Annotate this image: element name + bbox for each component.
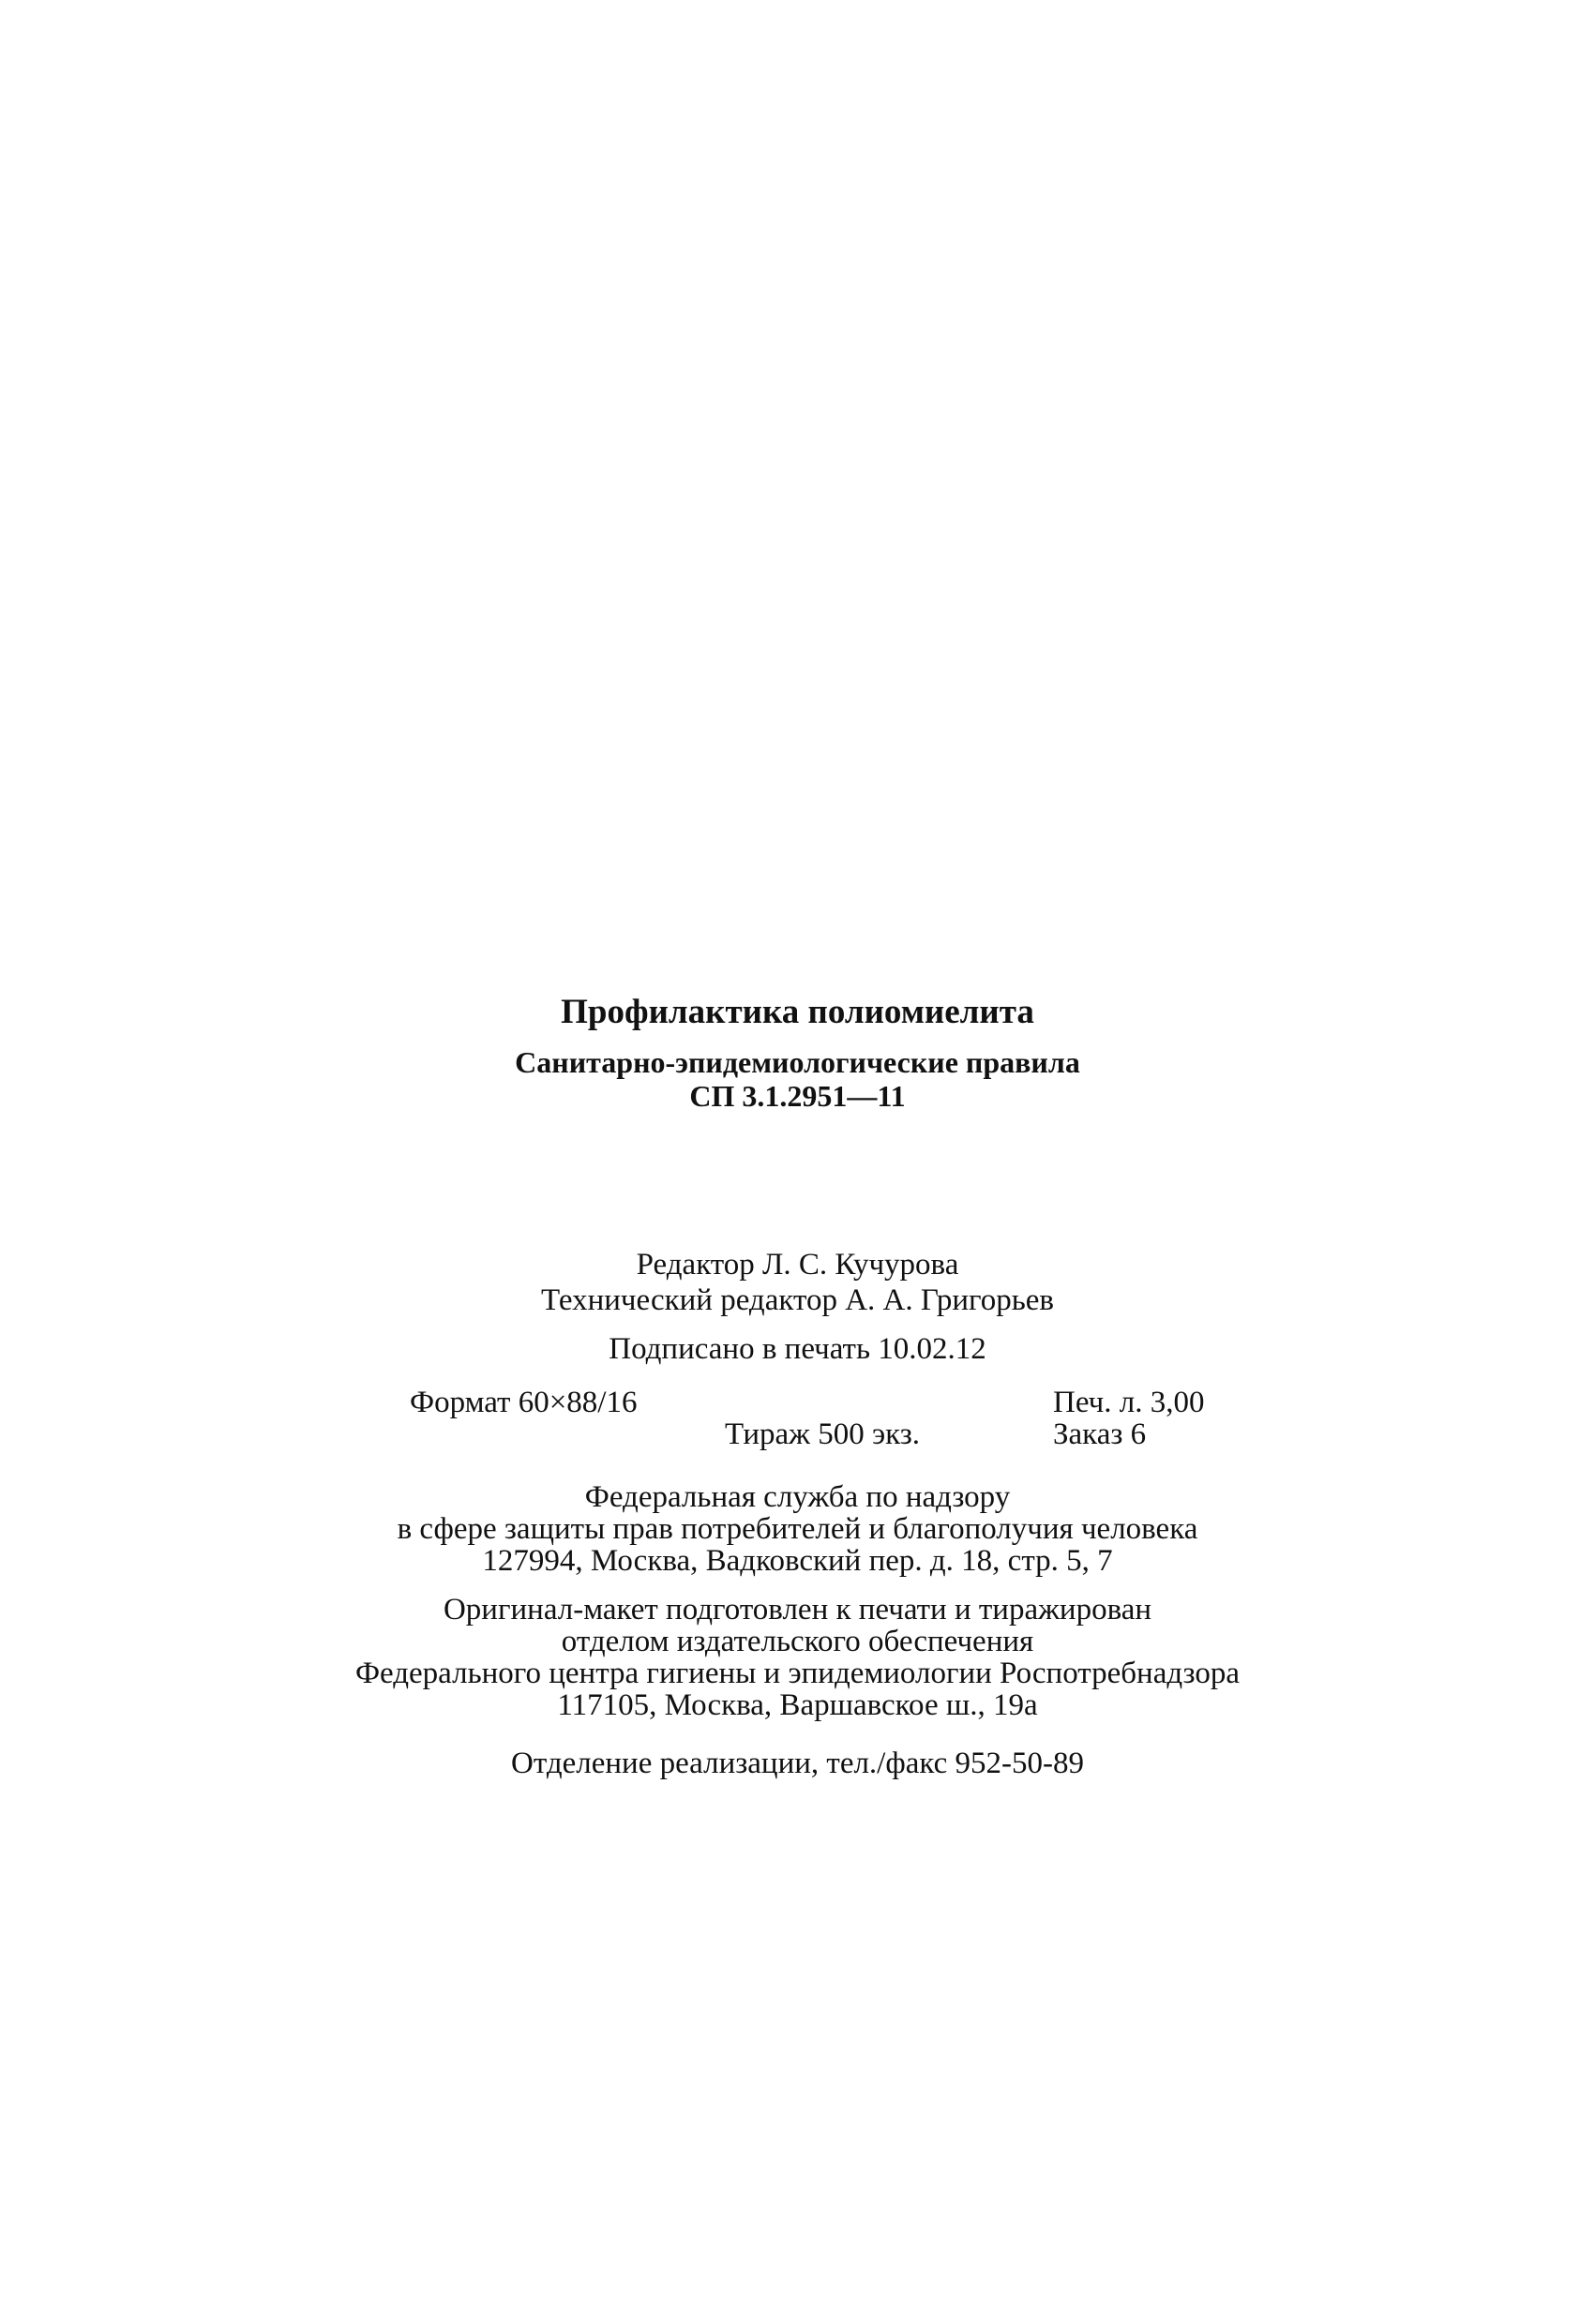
layout-prepared-block <box>0 1594 1595 1721</box>
service-scope-line: в сфере защиты прав потребителей и благополучия человека <box>397 1512 1198 1546</box>
maket-line-1: Оригинал-макет подготовлен к печати и тиражирован <box>443 1593 1152 1627</box>
sales-contact-line: Отделение реализации, тел./факс 952-50-89 <box>511 1747 1084 1780</box>
editors-block <box>0 1247 1595 1318</box>
print-run-info: Тираж 500 экз. <box>725 1417 920 1451</box>
editor-line: Редактор Л. С. Кучурова <box>636 1248 959 1282</box>
tech-editor-line: Технический редактор А. А. Григорьев <box>540 1283 1055 1317</box>
document-title-text: Профилактика полиомиелита <box>561 993 1034 1031</box>
format-info: Формат 60×88/16 <box>410 1386 638 1419</box>
publisher-service-block <box>0 1481 1595 1577</box>
service-address-line: 127994, Москва, Вадковский пер. д. 18, стр. 5, 7 <box>482 1544 1113 1578</box>
signed-to-print <box>0 1331 1595 1367</box>
subtitle-rules-type: Санитарно-эпидемиологические правила <box>515 1045 1080 1079</box>
service-name-line: Федеральная служба по надзору <box>584 1480 1011 1514</box>
document-title <box>0 992 1595 1033</box>
maket-line-2: отделом издательского обеспечения <box>561 1625 1034 1658</box>
maket-line-3: Федерального центра гигиены и эпидемиологии Роспотребнадзора <box>354 1657 1241 1690</box>
subtitle-code: СП 3.1.2951—11 <box>689 1079 906 1113</box>
maket-address-line: 117105, Москва, Варшавское ш., 19а <box>557 1688 1038 1722</box>
order-number-info: Заказ 6 <box>1053 1417 1147 1451</box>
printed-sheets-info: Печ. л. 3,00 <box>1053 1386 1205 1419</box>
document-subtitle <box>0 1045 1595 1113</box>
sales-department <box>0 1746 1595 1781</box>
signed-to-print-text: Подписано в печать 10.02.12 <box>609 1332 986 1366</box>
